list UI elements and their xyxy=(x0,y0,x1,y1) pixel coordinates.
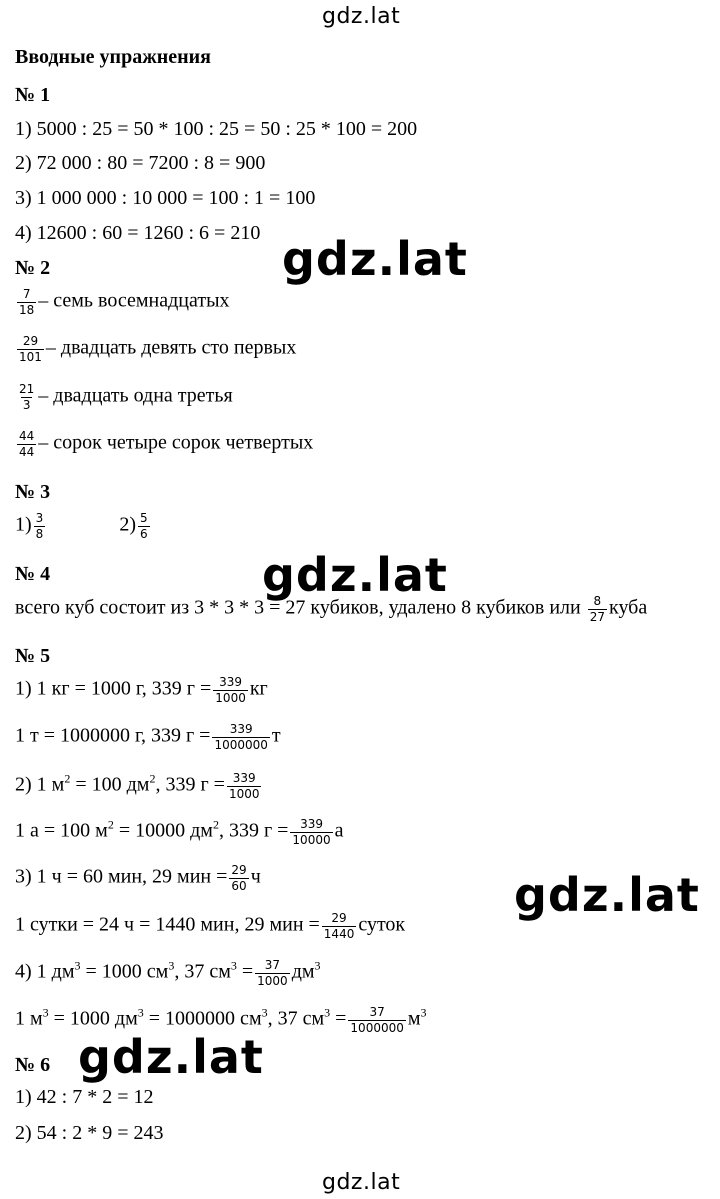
task-5-line: 1 т = 1000000 г, 339 г = $\frac{339}{1000000}$ т xyxy=(15,722,281,752)
watermark-bottom: gdz.lat xyxy=(322,1170,401,1195)
fraction: $\frac{339}{10000}$ xyxy=(292,817,331,847)
task-5-heading: № 5 xyxy=(15,645,51,667)
task-3-heading: № 3 xyxy=(15,481,51,503)
task-2-item: $\frac{44}{44}$ – сорок четыре сорок четвертых xyxy=(19,429,314,459)
task-1-line: 4) 12600 : 60 = 1260 : 6 = 210 xyxy=(15,222,261,244)
page-title: Вводные упражнения xyxy=(15,46,211,68)
task-1-line: 2) 72 000 : 80 = 7200 : 8 = 900 xyxy=(15,152,266,174)
fraction: $\frac{5}{6}$ xyxy=(139,511,148,541)
task-6-line: 1) 42 : 7 * 2 = 12 xyxy=(15,1086,154,1108)
watermark-1: gdz.lat xyxy=(282,232,468,286)
fraction: $\frac{339}{1000}$ xyxy=(215,675,246,705)
watermark-2: gdz.lat xyxy=(262,548,448,602)
fraction: $\frac{44}{44}$ xyxy=(19,429,35,459)
task-2-item: $\frac{7}{18}$ – семь восемнадцатых xyxy=(19,287,230,317)
fraction: $\frac{7}{18}$ xyxy=(19,287,35,317)
fraction: $\frac{339}{1000}$ xyxy=(228,771,260,801)
task-2-heading: № 2 xyxy=(15,257,51,279)
fraction: $\frac{37}{1000}$ xyxy=(257,958,288,988)
task-5-line: 3) 1 ч = 60 мин, 29 мин = $\frac{29}{60}$ ч xyxy=(15,863,261,893)
fraction: $\frac{3}{8}$ xyxy=(35,511,44,541)
watermark-4: gdz.lat xyxy=(78,1030,264,1084)
task-1-line: 1) 5000 : 25 = 50 * 100 : 25 = 50 : 25 * 100 = 200 xyxy=(15,118,418,140)
fraction: $\frac{21}{3}$ xyxy=(19,382,35,412)
task-2-item: $\frac{21}{3}$ – двадцать одна третья xyxy=(19,382,233,412)
fraction: $\frac{29}{101}$ xyxy=(19,334,42,364)
task-6-heading: № 6 xyxy=(15,1054,51,1076)
task-5-line: 1) 1 кг = 1000 г, 339 г = $\frac{339}{1000}$ кг xyxy=(15,675,268,705)
watermark-3: gdz.lat xyxy=(514,868,700,922)
task-1-heading: № 1 xyxy=(15,84,51,106)
task-3-answers: 1) $\frac{3}{8}$ 2) $\frac{5}{6}$ xyxy=(15,511,148,541)
task-2-item: $\frac{29}{101}$ – двадцать девять сто первых xyxy=(19,334,297,364)
task-5-line: 1 сутки = 24 ч = 1440 мин, 29 мин = $\frac{29}{1440}$ суток xyxy=(15,911,406,941)
watermark-top: gdz.lat xyxy=(322,4,401,29)
task-6-line: 2) 54 : 2 * 9 = 243 xyxy=(15,1122,164,1144)
fraction: $\frac{37}{1000000}$ xyxy=(350,1005,404,1035)
task-5-line: 2) 1 $м^2 = 100$ $дм^2$, 339 г = $\frac{339}{1000}$ xyxy=(15,771,260,801)
fraction: $\frac{339}{1000000}$ xyxy=(214,722,268,752)
fraction: $\frac{29}{60}$ xyxy=(231,863,247,893)
task-4-text: всего куб состоит из 3 * 3 * 3 = 27 кубиков, удалено 8 кубиков или $\frac{8}{27}$ куба xyxy=(15,594,648,624)
task-5-line: 1 а = 100 $м^2 = 10000$ $дм^2$, 339 г = $\frac{339}{10000}$ а xyxy=(15,817,344,847)
task-4-heading: № 4 xyxy=(15,563,51,585)
fraction: $\frac{8}{27}$ xyxy=(589,594,606,624)
fraction: $\frac{29}{1440}$ xyxy=(323,911,355,941)
task-1-line: 3) 1 000 000 : 10 000 = 100 : 1 = 100 xyxy=(15,187,316,209)
task-5-line: 4) 1 $дм^3 = 1000$ $см^3$, 37 $см^3$ = $\frac{37}{1000}$ $дм^3$ xyxy=(15,958,321,988)
task-5-line: 1 $м^3 = 1000$ $дм^3 = 1000000$ $см^3$, 37 $см^3$ = $\frac{37}{1000000}$ $м^3$ xyxy=(15,1005,427,1035)
